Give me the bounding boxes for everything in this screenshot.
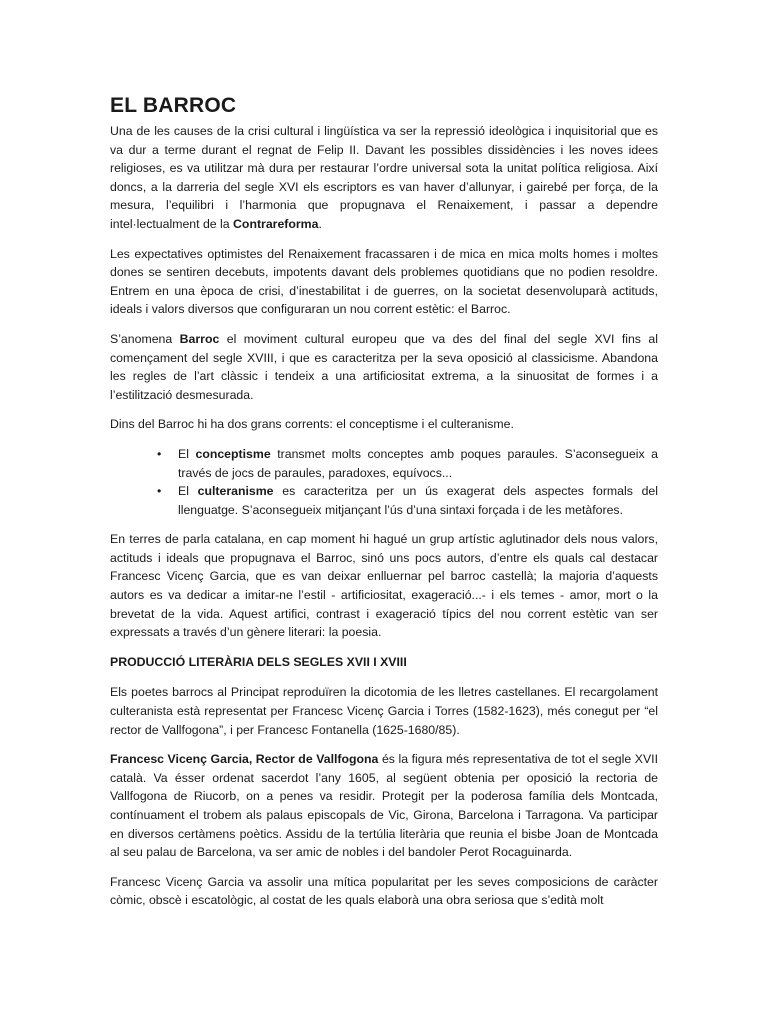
term-rector-vallfogona: Francesc Vicenç Garcia, Rector de Vallfogona: [110, 752, 379, 767]
paragraph-definition: [110, 330, 658, 404]
paragraph-intro-text: Una de les causes de la crisi cultural i lingüística va ser la repressió ideològica i inquisitorial que es va dur a terme durant el regnat de Felip II. Davant les possibles dissidències i les noves idees religioses, es va utilitzar mà dura per restaurar l’ordre universal sota la unitat política religiosa. Així doncs, a la darreria del segle XVI els escriptors es van haver d’allunyar, i gairebé per força, de la mesura, l’equilibri i l’harmonia que propugnava el Renaixement, i passar a dependre intel·lectualment de la: [110, 124, 658, 231]
list-item-culteranisme: [157, 482, 658, 519]
paragraph-rector-rest: és la figura més representativa de tot el segle XVII català. Va ésser ordenat sacerdot l’any 1605, al següent obtenia per oposició la rectoria de Vallfogona de Riucorb, on a penes va residir. Protegit per la poderosa família dels Montcada, contínuament el trobem als palaus episcopals de Vic, Girona, Barcelona i Tarragona. Va participar en diversos certàmens poètics. Assidu de la tertúlia literària que reunia el bisbe Joan de Montcada al seu palau de Barcelona, va ser amic de nobles i del bandoler Perot Rocaguinarda.: [110, 752, 658, 860]
currents-list: [110, 445, 658, 519]
paragraph-catalan-lands: En terres de parla catalana, en cap moment hi hagué un grup artístic aglutinador dels nous valors, actituds i ideals que propugnava el Barroc, sinó uns pocs autors, d’entre els quals cal destacar Francesc Vicenç Garcia, que es van deixar enlluernar pel barroc castellà; la majoria d’aquests autors es va dedicar a imitar-ne l’estil - artificiositat, exageració...- i els temes - amor, mort o la brevetat de la vida. Aquest artifici, contrast i exageració típics del nou corrent estètic van ser expressats a través d’un gènere literari: la poesia.: [110, 532, 658, 640]
paragraph-intro: [110, 122, 658, 234]
list-item-start: El: [178, 484, 198, 499]
term-culteranisme: culteranisme: [197, 484, 274, 499]
list-item-start: El: [178, 446, 196, 461]
term-conceptisme: conceptisme: [195, 446, 271, 461]
bullet-marker: •: [157, 484, 162, 499]
paragraph-poets: Els poetes barrocs al Principat reproduïren la dicotomia de les lletres castellanes. El recargolament culteranista està representat per Francesc Vicenç Garcia i Torres (1582-1623), més conegut per “el rector de Vallfogona”, i per Francesc Fontanella (1625-1680/85).: [110, 685, 658, 737]
section-heading: PRODUCCIÓ LITERÀRIA DELS SEGLES XVII I XVIII: [110, 654, 407, 669]
page-title: EL BARROC: [110, 94, 237, 117]
paragraph-intro-end: .: [318, 216, 322, 231]
list-item-rest: es caracteritza per un ús exagerat dels aspectes formals del llenguatge. S’aconsegueix mitjançant l’ús d’una sintaxi forçada i de les metàfores.: [178, 484, 658, 517]
term-barroc: Barroc: [179, 331, 220, 346]
list-item-conceptisme: [157, 445, 658, 482]
bullet-marker: •: [157, 446, 162, 461]
document-body: [110, 93, 658, 921]
term-contrareforma: Contrareforma: [233, 216, 319, 231]
paragraph-popularity: Francesc Vicenç Garcia va assolir una mítica popularitat per les seves composicions de caràcter còmic, obscè i escatològic, al costat de les quals elaborà una obra seriosa que s’edità molt: [110, 874, 658, 908]
paragraph-expectations: Les expectatives optimistes del Renaixement fracassaren i de mica en mica molts homes i moltes dones se sentiren decebuts, impotents davant dels problemes quotidians que no podien resoldre. Entrem en una època de crisi, d’inestabilitat i de guerres, on la societat desenvoluparà actituds, ideals i valors diversos que configuraran un nou corrent estètic: el Barroc.: [110, 246, 658, 317]
list-item-rest: transmet molts conceptes amb poques paraules. S’aconsegueix a través de jocs de paraules, paradoxes, equívocs...: [178, 446, 658, 480]
paragraph-definition-start: S’anomena: [110, 331, 180, 346]
paragraph-definition-rest: el moviment cultural europeu que va des del final del segle XVI fins al començament del segle XVIII, i que es caracteritza per la seva oposició al classicisme. Abandona les regles de l’art clàssic i tendeix a una artificiositat extrema, a la sinuositat de formes i a l’estilització desmesurada.: [110, 331, 658, 402]
paragraph-rector: [110, 750, 658, 862]
paragraph-currents: Dins del Barroc hi ha dos grans corrents: el conceptisme i el culteranisme.: [110, 417, 514, 432]
